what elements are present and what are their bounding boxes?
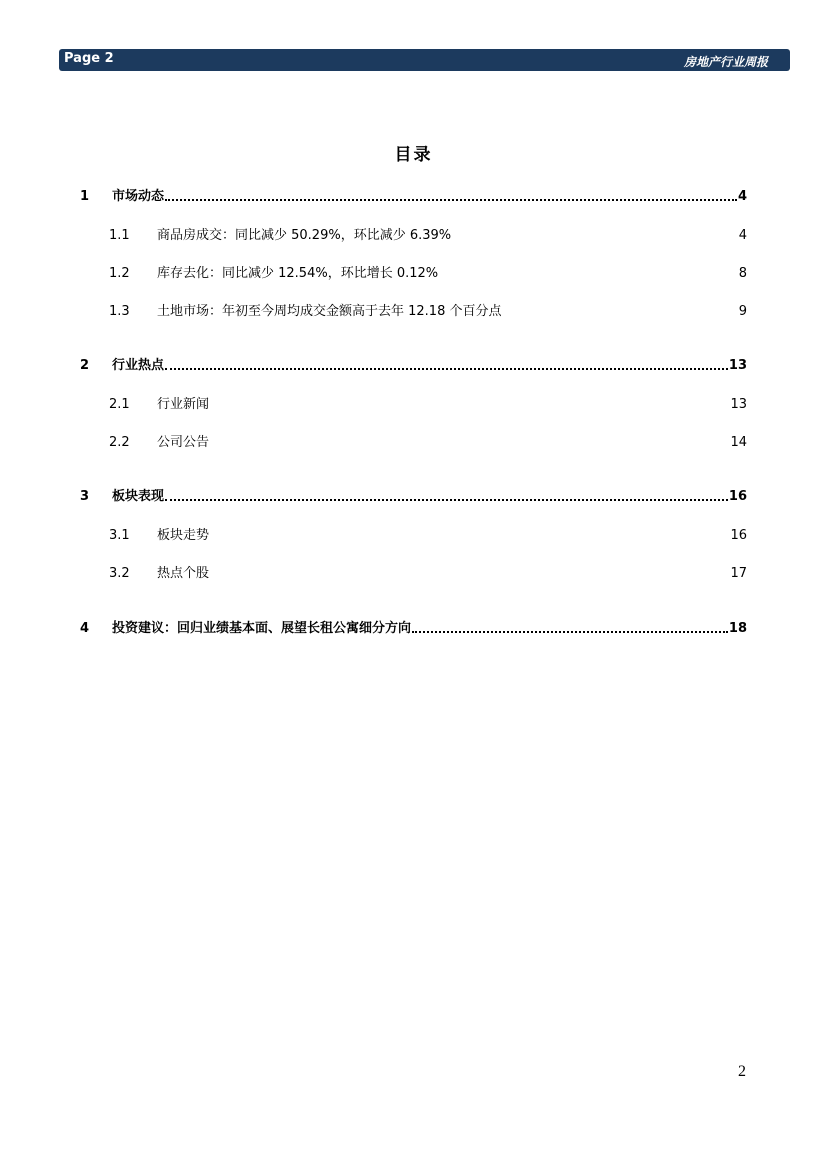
header-bar: [59, 49, 790, 71]
toc-leader-dots: [412, 630, 728, 633]
toc-entry-page: 4: [737, 189, 747, 204]
toc-entry-3-1[interactable]: [109, 527, 747, 545]
toc-entry-page: 16: [730, 528, 747, 543]
toc-entry-1-2[interactable]: [109, 265, 747, 283]
toc-leader-dots: [165, 367, 728, 370]
toc-entry-number: 1.3: [109, 304, 130, 319]
toc-entry-number: 2.2: [109, 435, 130, 450]
toc-entry-number: 3.1: [109, 528, 130, 543]
toc-entry-3[interactable]: [80, 488, 747, 506]
header-report-title: 房地产行业周报: [683, 55, 768, 69]
toc-entry-text: 行业新闻: [157, 397, 210, 412]
toc-entry-1-1[interactable]: [109, 227, 747, 245]
toc-entry-page: 18: [728, 621, 747, 636]
toc-entry-number: 1.2: [109, 266, 130, 281]
toc-entry-page: 9: [738, 304, 747, 319]
toc-entry-page: 17: [730, 566, 747, 581]
toc-entry-text: 板块表现: [112, 489, 165, 504]
toc-entry-number: 4: [80, 621, 90, 636]
toc-entry-text: 库存去化：同比减少 12.54%，环比增长 0.12%: [157, 266, 439, 281]
toc-entry-number: 2.1: [109, 397, 130, 412]
toc-title: 目录: [394, 145, 433, 165]
toc-entry-text: 板块走势: [157, 528, 210, 543]
toc-entry-2-1[interactable]: [109, 396, 747, 414]
toc-entry-text: 公司公告: [157, 435, 210, 450]
toc-entry-number: 3: [80, 489, 90, 504]
toc-entry-number: 2: [80, 358, 90, 373]
toc-entry-number: 3.2: [109, 566, 130, 581]
toc-leader-dots: [165, 498, 728, 501]
toc-entry-1[interactable]: [80, 188, 747, 206]
toc-entry-text: 行业热点: [112, 358, 165, 373]
toc-entry-4[interactable]: [80, 620, 747, 638]
header-page-label: Page 2: [64, 51, 114, 66]
toc-entry-1-3[interactable]: [109, 303, 747, 321]
toc-entry-2-2[interactable]: [109, 434, 747, 452]
toc-entry-number: 1.1: [109, 228, 130, 243]
toc-entry-page: 13: [728, 358, 747, 373]
toc-entry-page: 16: [728, 489, 747, 504]
toc-entry-text: 投资建议：回归业绩基本面、展望长租公寓细分方向: [112, 621, 412, 636]
toc-entry-page: 14: [730, 435, 747, 450]
toc-entry-text: 土地市场：年初至今周均成交金额高于去年 12.18 个百分点: [157, 304, 502, 319]
toc-entry-text: 热点个股: [157, 566, 210, 581]
toc-entry-3-2[interactable]: [109, 565, 747, 583]
toc-entry-2[interactable]: [80, 357, 747, 375]
page-number: 2: [738, 1063, 746, 1080]
toc-entry-number: 1: [80, 189, 90, 204]
toc-entry-page: 8: [738, 266, 747, 281]
toc-entry-page: 13: [730, 397, 747, 412]
toc-entry-text: 商品房成交：同比减少 50.29%，环比减少 6.39%: [157, 228, 452, 243]
toc-entry-text: 市场动态: [112, 189, 165, 204]
toc-leader-dots: [165, 198, 737, 201]
toc-entry-page: 4: [738, 228, 747, 243]
